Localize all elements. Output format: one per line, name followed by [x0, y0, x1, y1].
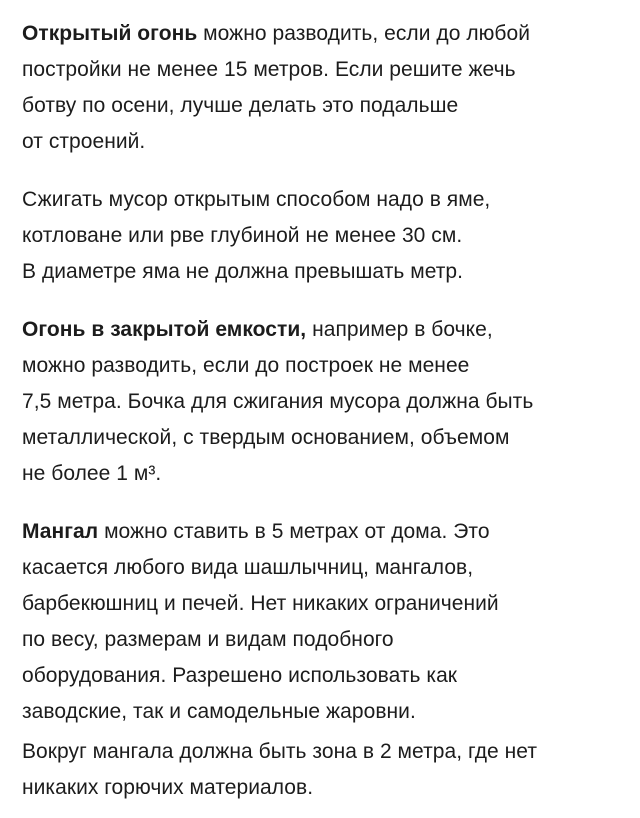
text-line — [22, 312, 620, 348]
line-text: можно ставить в 5 метрах от дома. Это — [98, 520, 490, 543]
line-text: например в бочке, — [306, 318, 493, 341]
paragraph-closed-container — [22, 312, 620, 492]
text-line: оборудования. Разрешено использовать как — [22, 664, 458, 687]
bold-lead: Мангал — [22, 520, 99, 543]
text-line — [22, 514, 620, 550]
text-line: от строений. — [22, 130, 146, 153]
bold-lead: Огонь в закрытой емкости, — [22, 318, 307, 341]
text-line: заводские, так и самодельные жаровни. — [22, 700, 416, 723]
text-line: металлической, с твердым основанием, объемом — [22, 426, 510, 449]
text-line: можно разводить, если до построек не менее — [22, 354, 470, 377]
text-line: постройки не менее 15 метров. Если решите жечь — [22, 58, 516, 81]
text-line: никаких горючих материалов. — [22, 776, 314, 799]
paragraph-open-fire — [22, 16, 620, 160]
text-line: касается любого вида шашлычниц, мангалов, — [22, 556, 474, 579]
text-line: Вокруг мангала должна быть зона в 2 метра, где нет — [22, 740, 537, 763]
text-line: ботву по осени, лучше делать это подальше — [22, 94, 459, 117]
paragraph-pit-burning — [22, 182, 620, 290]
text-line: по весу, размерам и видам подобного — [22, 628, 394, 651]
text-line: котловане или рве глубиной не менее 30 см. — [22, 224, 463, 247]
line-text: можно разводить, если до любой — [197, 22, 531, 45]
text-line — [22, 16, 620, 52]
paragraph-grill — [22, 514, 620, 730]
text-line: Сжигать мусор открытым способом надо в яме, — [22, 188, 491, 211]
paragraph-grill-zone — [22, 734, 620, 806]
text-line: В диаметре яма не должна превышать метр. — [22, 260, 464, 283]
bold-lead: Открытый огонь — [22, 22, 198, 45]
text-line: 7,5 метра. Бочка для сжигания мусора должна быть — [22, 390, 534, 413]
text-line: не более 1 м³. — [22, 462, 162, 485]
text-line: барбекюшниц и печей. Нет никаких ограничений — [22, 592, 499, 615]
